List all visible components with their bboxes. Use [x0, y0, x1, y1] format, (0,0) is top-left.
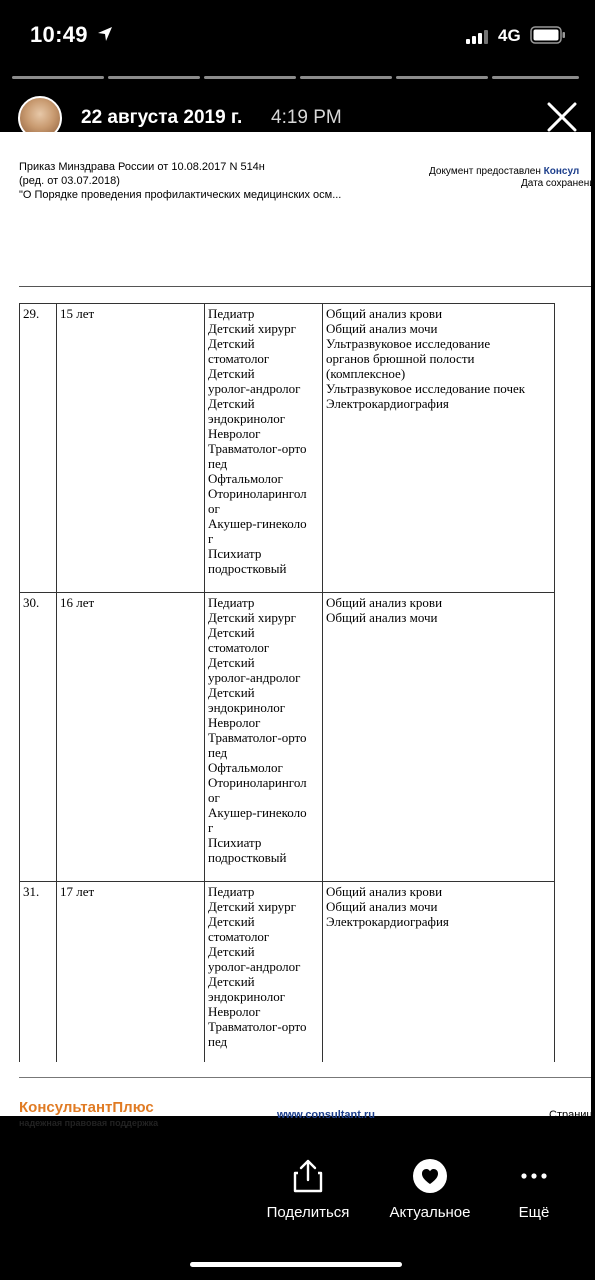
document-title: Приказ Минздрава России от 10.08.2017 N 514н — [19, 161, 265, 173]
test-line: Общий анализ мочи — [326, 610, 438, 625]
location-arrow-icon — [96, 25, 114, 43]
footer-divider — [19, 1077, 591, 1078]
specialist-line: уролог-андролог — [208, 959, 301, 974]
test-line: органов брюшной полости — [326, 351, 475, 366]
specialist-line: Психиатр — [208, 546, 262, 561]
test-line: Общий анализ крови — [326, 306, 443, 321]
header-divider — [19, 286, 591, 287]
specialist-line: Офтальмолог — [208, 760, 283, 775]
specialist-line: Детский — [208, 625, 255, 640]
age-cell — [57, 304, 205, 593]
story-progress-segment — [492, 76, 579, 79]
test-line: Электрокардиография — [326, 396, 449, 411]
age-value: 17 лет — [60, 884, 95, 899]
specialist-line: г — [208, 531, 214, 546]
age-cell — [57, 882, 205, 1062]
specialist-line: Травматолог-орто — [208, 1019, 307, 1034]
specialists-cell — [205, 593, 323, 882]
specialist-line: стоматолог — [208, 351, 270, 366]
document-edition: (ред. от 03.07.2018) — [19, 175, 120, 187]
specialist-line: стоматолог — [208, 929, 270, 944]
specialist-line: Детский хирург — [208, 321, 297, 336]
specialist-line: Травматолог-орто — [208, 441, 307, 456]
specialist-line: подростковый — [208, 850, 287, 865]
document-saved-date: Дата сохранени — [521, 178, 595, 189]
specialist-line: Оториноларингол — [208, 486, 307, 501]
story-card[interactable] — [0, 66, 595, 1128]
specialist-line: эндокринолог — [208, 989, 286, 1004]
share-icon — [291, 1158, 325, 1194]
exam-table — [19, 303, 555, 1062]
test-line: Общий анализ крови — [326, 595, 443, 610]
specialist-line: уролог-андролог — [208, 381, 301, 396]
specialist-line: Невролог — [208, 1004, 261, 1019]
specialists-cell — [205, 304, 323, 593]
story-progress-segment — [204, 76, 296, 79]
row-number: 30. — [23, 595, 40, 610]
test-line: Общий анализ мочи — [326, 321, 438, 336]
document-subject: "О Порядке проведения профилактических медицинских осм... — [19, 189, 342, 201]
row-number-cell — [20, 882, 57, 1062]
battery-icon — [530, 26, 566, 44]
specialist-line: Детский — [208, 914, 255, 929]
consultant-logo: КонсультантПлюс — [19, 1099, 154, 1116]
test-line: Общий анализ крови — [326, 884, 443, 899]
consultant-site-link[interactable]: www.consultant.ru — [277, 1109, 375, 1121]
specialist-line: пед — [208, 456, 228, 471]
specialist-line: пед — [208, 1034, 228, 1049]
test-line: Общий анализ мочи — [326, 899, 438, 914]
specialist-line: Офтальмолог — [208, 471, 283, 486]
network-type: 4G — [498, 26, 521, 45]
specialist-line: Акушер-гинеколо — [208, 805, 307, 820]
tests-cell — [323, 304, 555, 593]
home-indicator[interactable] — [190, 1262, 402, 1267]
specialist-line: эндокринолог — [208, 700, 286, 715]
specialist-line: Детский — [208, 974, 255, 989]
story-actions — [0, 1150, 591, 1240]
specialist-line: Детский хирург — [208, 899, 297, 914]
more-dots-icon — [516, 1158, 552, 1194]
highlight-label: Актуальное — [389, 1204, 471, 1221]
consultant-brand-text: Консул — [543, 166, 580, 177]
test-line: Ультразвуковое исследование — [326, 336, 491, 351]
row-number: 31. — [23, 884, 40, 899]
table-row — [20, 882, 555, 1062]
row-number-cell — [20, 593, 57, 882]
test-line: (комплексное) — [326, 366, 406, 381]
more-label: Ещё — [518, 1204, 550, 1221]
specialist-line: Травматолог-орто — [208, 730, 307, 745]
story-progress-segment — [396, 76, 488, 79]
age-value: 15 лет — [60, 306, 95, 321]
specialist-line: Детский — [208, 655, 255, 670]
table-row — [20, 593, 555, 882]
test-line: Ультразвуковое исследование почек — [326, 381, 526, 396]
age-cell — [57, 593, 205, 882]
specialist-line: эндокринолог — [208, 411, 286, 426]
row-number-cell — [20, 304, 57, 593]
specialist-line: Психиатр — [208, 835, 262, 850]
story-progress-segment — [12, 76, 104, 79]
status-time: 10:49 — [30, 22, 88, 47]
specialists-cell — [205, 882, 323, 1062]
heart-icon — [412, 1158, 448, 1194]
story-date: 22 августа 2019 г. — [81, 107, 243, 128]
specialist-line: г — [208, 820, 214, 835]
specialist-line: Педиатр — [208, 884, 255, 899]
more-button[interactable] — [498, 1158, 570, 1221]
highlight-button[interactable] — [380, 1158, 480, 1221]
specialist-line: Оториноларингол — [208, 775, 307, 790]
specialist-line: Детский — [208, 336, 255, 351]
share-label: Поделиться — [266, 1204, 350, 1221]
test-line: Электрокардиография — [326, 914, 449, 929]
signal-icon — [466, 29, 492, 44]
specialist-line: Детский — [208, 396, 255, 411]
story-progress-segment — [108, 76, 200, 79]
close-icon[interactable] — [545, 100, 579, 134]
specialist-line: пед — [208, 745, 228, 760]
specialist-line: Педиатр — [208, 306, 255, 321]
specialist-line: уролог-андролог — [208, 670, 301, 685]
specialist-line: Акушер-гинеколо — [208, 516, 307, 531]
specialist-line: Невролог — [208, 426, 261, 441]
table-row — [20, 304, 555, 593]
specialist-line: Детский — [208, 366, 255, 381]
specialist-line: ог — [208, 790, 220, 805]
specialist-line: Детский — [208, 944, 255, 959]
document-header — [19, 160, 341, 202]
consultant-slogan: надежная правовая поддержка — [19, 1118, 159, 1128]
row-number: 29. — [23, 306, 40, 321]
specialist-line: Невролог — [208, 715, 261, 730]
specialist-line: Детский — [208, 685, 255, 700]
specialist-line: стоматолог — [208, 640, 270, 655]
tests-cell — [323, 593, 555, 882]
story-time: 4:19 PM — [271, 107, 342, 128]
tests-cell — [323, 882, 555, 1062]
status-bar — [0, 0, 591, 70]
specialist-line: подростковый — [208, 561, 287, 576]
document-provided-by: Документ предоставлен Консул — [429, 166, 580, 177]
specialist-line: Педиатр — [208, 595, 255, 610]
specialist-line: ог — [208, 501, 220, 516]
page-number: Страниц — [549, 1109, 593, 1121]
share-button[interactable] — [258, 1158, 358, 1221]
specialist-line: Детский хирург — [208, 610, 297, 625]
age-value: 16 лет — [60, 595, 95, 610]
story-progress-segment — [300, 76, 392, 79]
document-page — [0, 132, 595, 1128]
